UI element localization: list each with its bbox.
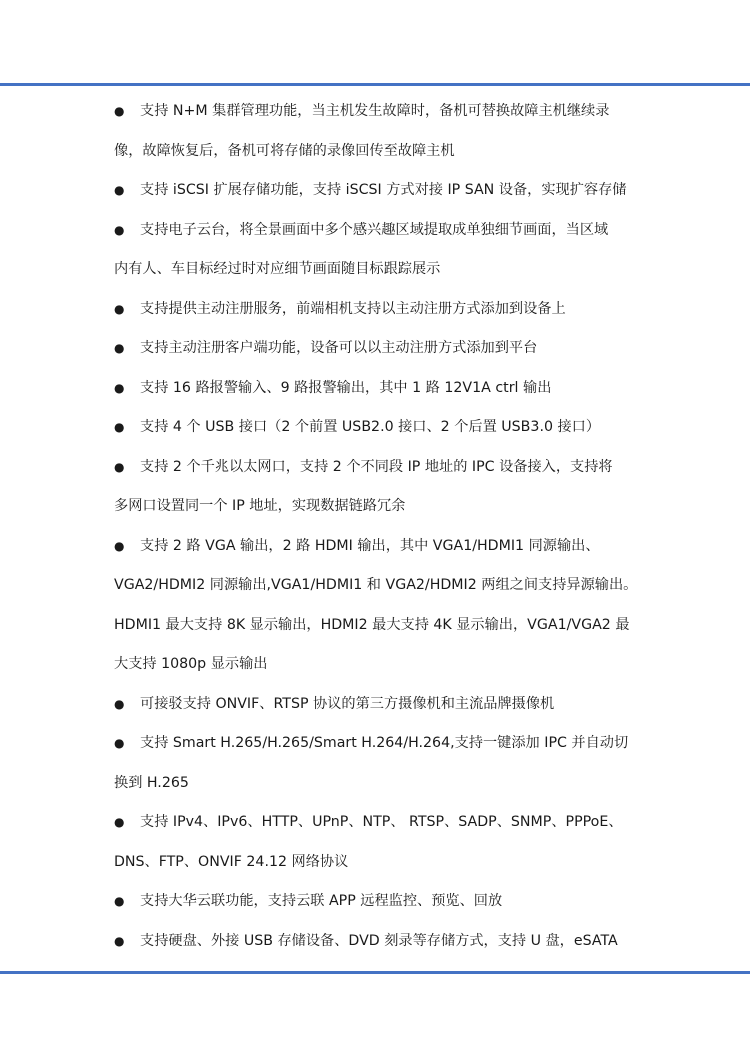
bullet-icon: ● [114, 736, 125, 750]
bullet-item [114, 290, 644, 330]
line-text: 内有人、车目标经过时对应细节画面随目标跟踪展示 [114, 261, 441, 277]
continuation-line [114, 566, 644, 606]
bullet-item [114, 448, 644, 488]
header-rule [0, 83, 750, 86]
line-text: 支持 Smart H.265/H.265/Smart H.264/H.264,支持一键添加 IPC 并自动切 [140, 735, 629, 751]
bullet-icon: ● [114, 459, 125, 474]
line-text: 支持 2 路 VGA 输出，2 路 HDMI 输出，其中 VGA1/HDMI1 同源输出、 [140, 537, 600, 554]
line-text: 换到 H.265 [114, 774, 189, 791]
bullet-icon: ● [114, 538, 125, 553]
line-text: 支持 2 个千兆以太网口，支持 2 个不同段 IP 地址的 IPC 设备接入，支持将 [140, 458, 613, 475]
line-text: 大支持 1080p 显示输出 [114, 656, 268, 672]
continuation-line [114, 843, 644, 883]
line-text: 像，故障恢复后，备机可将存储的录像回传至故障主机 [114, 142, 455, 159]
bullet-icon: ● [114, 420, 125, 434]
bullet-icon: ● [114, 301, 125, 316]
continuation-line [114, 487, 644, 527]
line-text: 多网口设置同一个 IP 地址，实现数据链路冗余 [114, 498, 406, 514]
spec-list [114, 92, 644, 961]
bullet-icon: ● [114, 894, 125, 908]
line-text: 支持 4 个 USB 接口（2 个前置 USB2.0 接口、2 个后置 USB3.0 接口） [140, 419, 601, 435]
line-text: 支持主动注册客户端功能，设备可以以主动注册方式添加到平台 [140, 340, 538, 356]
bullet-icon: ● [114, 696, 125, 711]
line-text: DNS、FTP、ONVIF 24.12 网络协议 [114, 853, 349, 870]
bullet-item [114, 329, 644, 369]
bullet-icon: ● [114, 341, 125, 355]
continuation-line [114, 764, 644, 804]
continuation-line [114, 132, 644, 172]
line-text: HDMI1 最大支持 8K 显示输出，HDMI2 最大支持 4K 显示输出，VGA1/VGA2 最 [114, 616, 630, 633]
bullet-item [114, 882, 644, 922]
bullet-icon: ● [114, 222, 125, 237]
line-text: 支持硬盘、外接 USB 存储设备、DVD 刻录等存储方式，支持 U 盘，eSATA [140, 932, 618, 949]
bullet-icon: ● [114, 933, 125, 948]
line-text: 支持 N+M 集群管理功能，当主机发生故障时，备机可替换故障主机继续录 [140, 103, 610, 119]
line-text: 支持 16 路报警输入、9 路报警输出，其中 1 路 12V1A ctrl 输出 [140, 379, 552, 396]
footer-rule [0, 971, 750, 974]
line-text: 支持电子云台，将全景画面中多个感兴趣区域提取成单独细节画面，当区域 [140, 221, 609, 238]
line-text: VGA2/HDMI2 同源输出,VGA1/HDMI1 和 VGA2/HDMI2 两组之间支持异源输出。 [114, 577, 638, 593]
bullet-item [114, 685, 644, 725]
bullet-icon: ● [114, 815, 125, 829]
bullet-icon: ● [114, 183, 125, 197]
line-text: 支持 iSCSI 扩展存储功能，支持 iSCSI 方式对接 IP SAN 设备，实现扩容存储 [140, 182, 627, 198]
bullet-item [114, 724, 644, 764]
continuation-line [114, 606, 644, 646]
bullet-item [114, 408, 644, 448]
continuation-line [114, 645, 644, 685]
bullet-item [114, 922, 644, 962]
line-text: 支持提供主动注册服务，前端相机支持以主动注册方式添加到设备上 [140, 300, 566, 317]
line-text: 可接驳支持 ONVIF、RTSP 协议的第三方摄像机和主流品牌摄像机 [140, 695, 555, 712]
bullet-icon: ● [114, 104, 125, 118]
bullet-item [114, 171, 644, 211]
bullet-item [114, 803, 644, 843]
bullet-item [114, 369, 644, 409]
bullet-icon: ● [114, 380, 125, 395]
bullet-item [114, 527, 644, 567]
line-text: 支持 IPv4、IPv6、HTTP、UPnP、NTP、 RTSP、SADP、SNMP、PPPoE、 [140, 814, 623, 830]
continuation-line [114, 250, 644, 290]
line-text: 支持大华云联功能，支持云联 APP 远程监控、预览、回放 [140, 893, 503, 909]
bullet-item [114, 211, 644, 251]
bullet-item [114, 92, 644, 132]
